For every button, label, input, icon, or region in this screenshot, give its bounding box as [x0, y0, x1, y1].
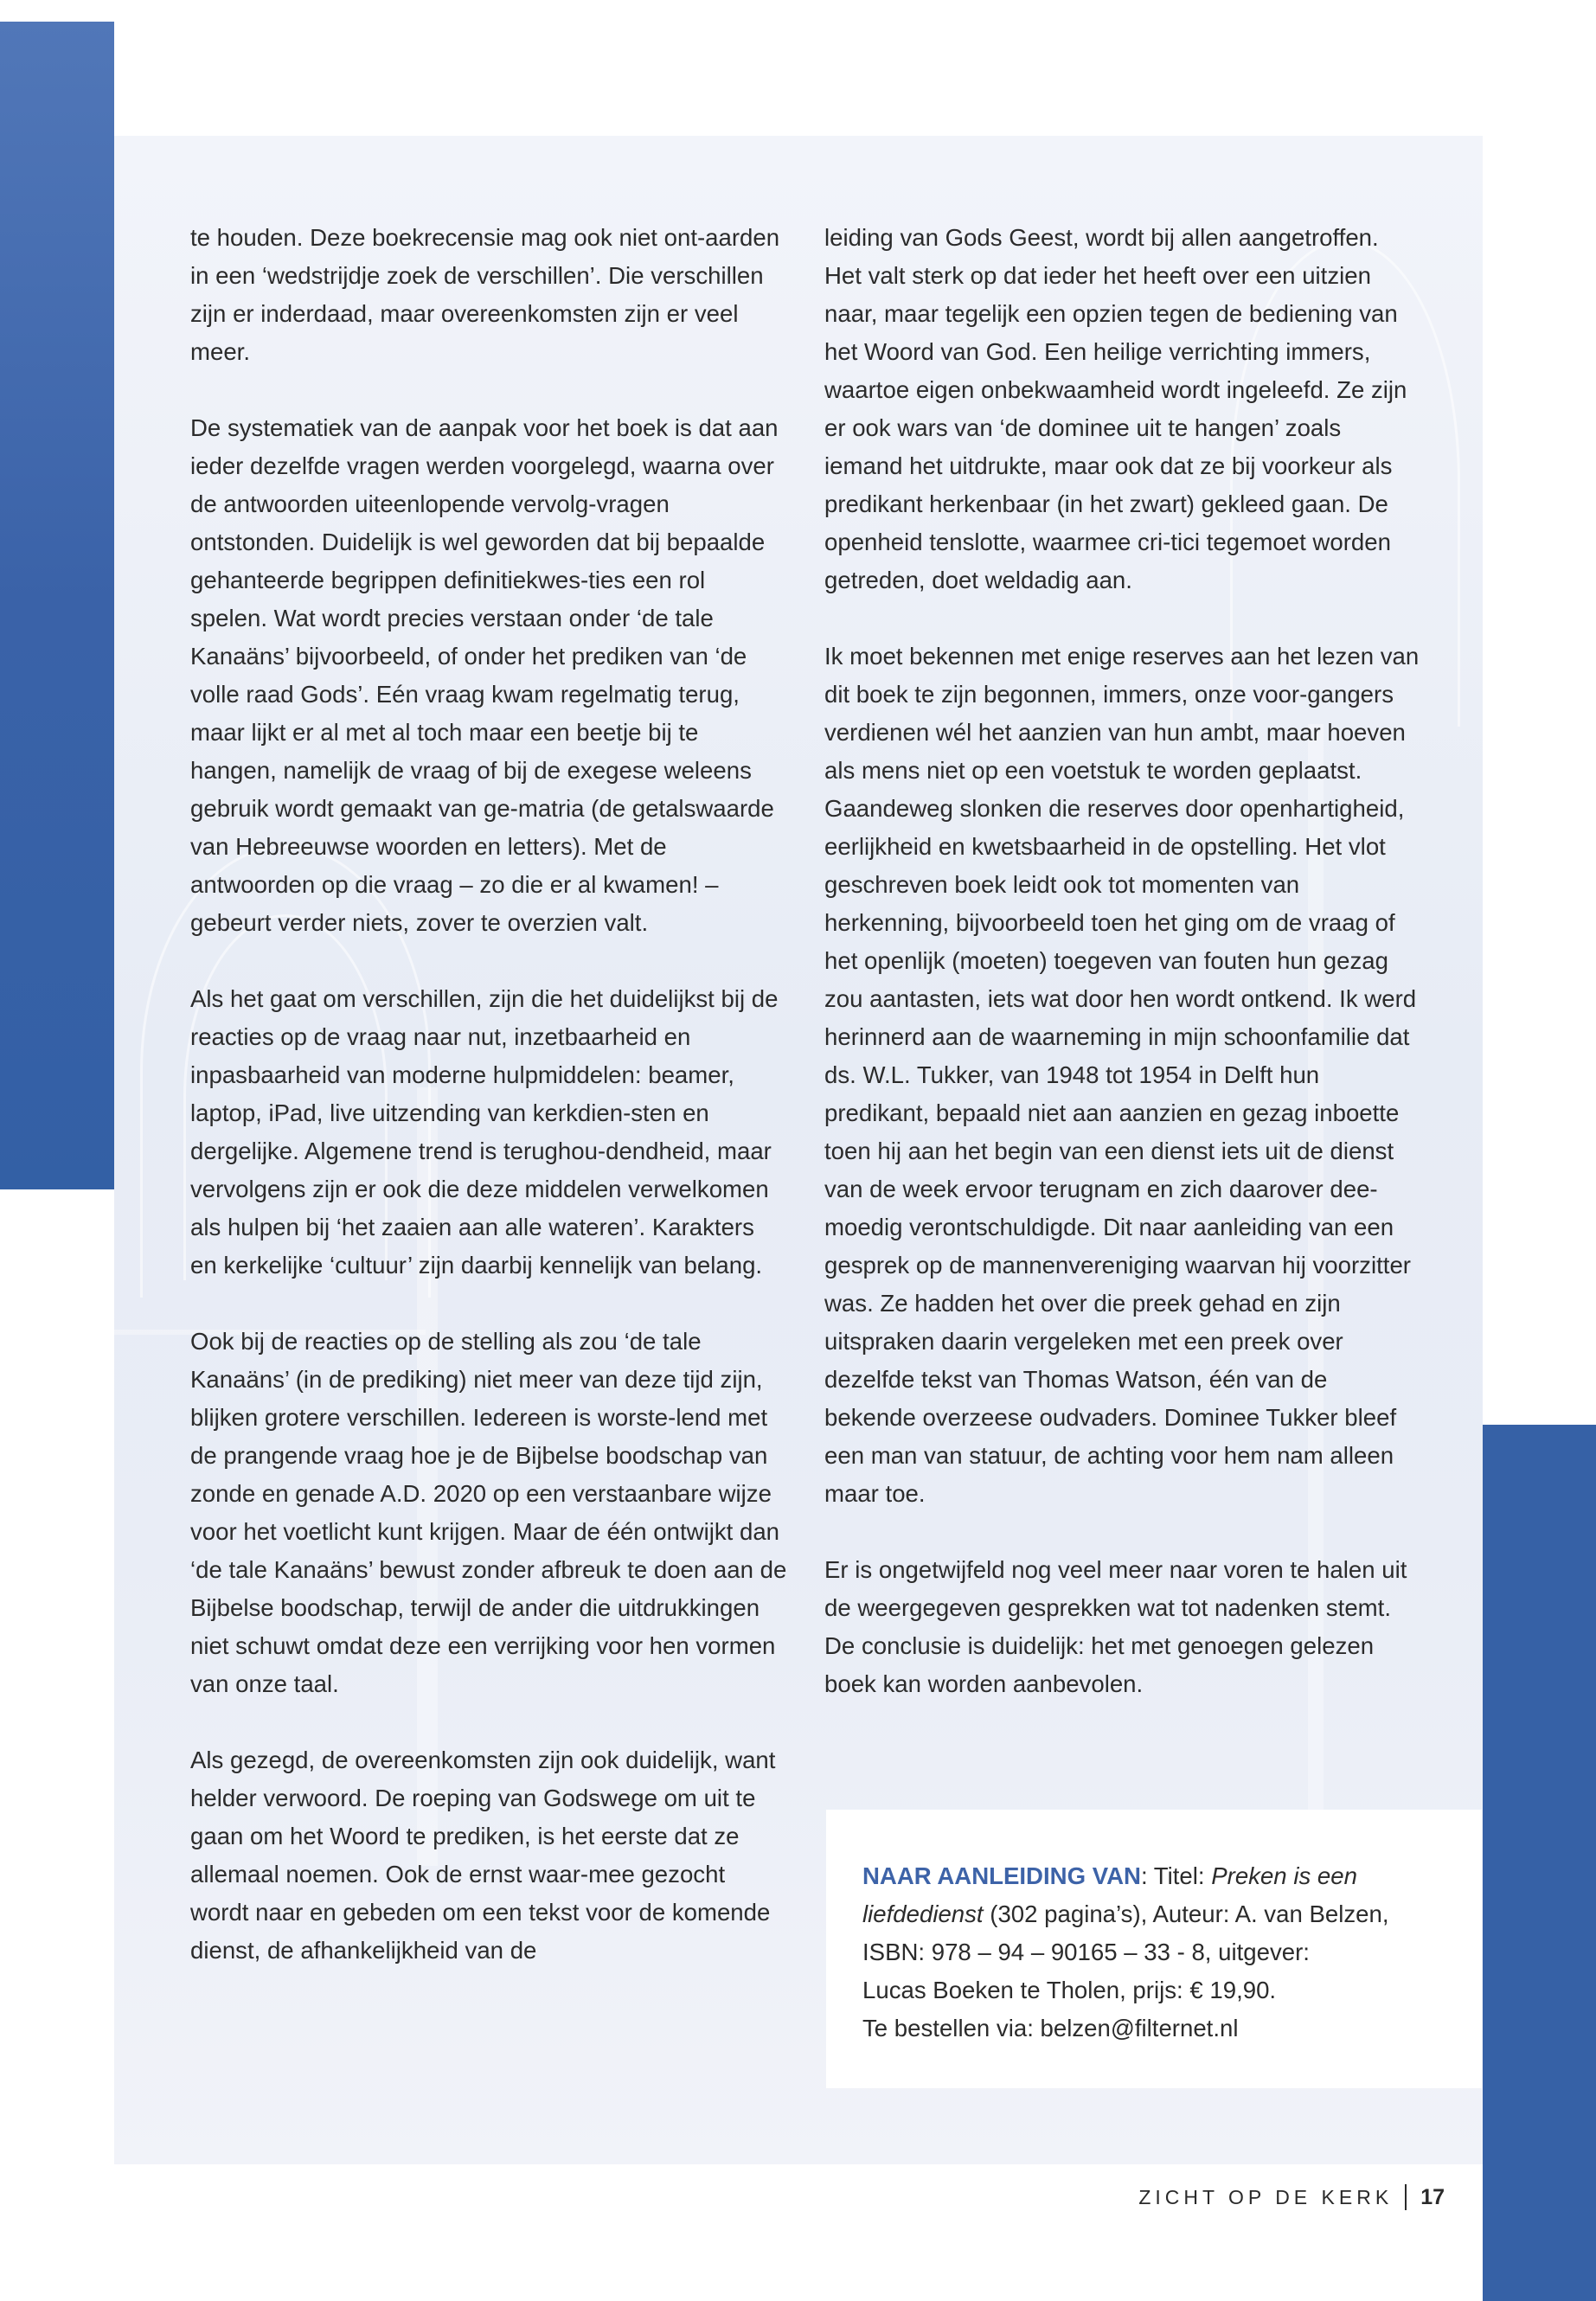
paragraph: leiding van Gods Geest, wordt bij allen aangetroffen. Het valt sterk op dat ieder het heeft over een uitzien naar, maar tegelijk een opzien tegen de bediening van het Woord van God. Een heilige verrichting immers, waartoe eigen onbekwaamheid wordt ingeleefd. Ze zijn er ook wars van ‘de dominee uit te hangen’ zoals iemand het uitdrukte, maar ook dat ze bij voorkeur als predikant herkenbaar (in het zwart) gekleed gaan. De openheid tenslotte, waarmee cri-tici tegemoet worden getreden, doet weldadig aan.: [824, 224, 1407, 593]
book-info-label: NAAR AANLEIDING VAN: [862, 1862, 1141, 1889]
left-accent-bar: [0, 22, 114, 1189]
book-title: Preken is een liefdedienst: [862, 1862, 1357, 1927]
paragraph: Ik moet bekennen met enige reserves aan het lezen van dit boek te zijn begonnen, immers, onze voor-gangers verdienen wél het aanzien van hun ambt, maar hoeven als mens niet op een voetstuk te worden geplaatst. Gaandeweg slonken die reserves door openhartigheid, eerlijkheid en kwetsbaarheid in de opstelling. Het vlot geschreven boek leidt ook tot momenten van herkenning, bijvoorbeeld toen het ging om de vraag of het openlijk (moeten) toegeven van fouten hun gezag zou aantasten, iets wat door hen wordt ontkend. Ik werd herinnerd aan de waarneming in mijn schoonfamilie dat ds. W.L. Tukker, van 1948 tot 1954 in Delft hun predikant, bepaald niet aan aanzien en gezag inboette toen hij aan het begin van een dienst iets uit de dienst van de week ervoor terugnam en zich daarover dee-moedig verontschuldigde. Dit naar aanleiding van een gesprek op de mannenvereniging waarvan hij voorzitter was. Ze hadden het over die preek gehad en zijn uitspraken daarin vergeleken met een preek over dezelfde tekst van Thomas Watson, één van de bekende overzeese oudvaders. Dominee Tukker bleef een man van statuur, de achting voor hem nam alleen maar toe.: [824, 643, 1420, 1507]
paragraph: De systematiek van de aanpak voor het boek is dat aan ieder dezelfde vragen werden voorgelegd, waarna over de antwoorden uiteenlopende vervolg-vragen ontstonden. Duidelijk is wel geworden dat bij bepaalde gehanteerde begrippen definitiekwes-ties een rol spelen. Wat wordt precies verstaan onder ‘de tale Kanaäns’ bijvoorbeeld, of onder het prediken van ‘de volle raad Gods’. Eén vraag kwam regelmatig terug, maar lijkt er al met al toch maar een beetje bij te hangen, namelijk de vraag of bij de exegese weleens gebruik wordt gemaakt van ge-matria (de getalswaarde van Hebreeuwse woorden en letters). Met de antwoorden op die vraag – zo die er al kwamen! – gebeurt verder niets, zover te overzien valt.: [190, 414, 779, 936]
right-text-column: [824, 219, 1421, 1703]
book-info-line: [862, 1857, 1445, 1933]
book-info-prefix: : Titel:: [1140, 1862, 1212, 1889]
paragraph: Ook bij de reacties op de stelling als zou ‘de tale Kanaäns’ (in de prediking) niet meer van deze tijd zijn, blijken grotere verschillen. Iedereen is worste-lend met de prangende vraag hoe je de Bijbelse boodschap van zonde en genade A.D. 2020 op een verstaanbare wijze voor het voetlicht kunt krijgen. Maar de één ontwijkt dan ‘de tale Kanaäns’ bewust zonder afbreuk te doen aan de Bijbelse boodschap, terwijl de ander die uitdrukkingen niet schuwt omdat deze een verrijking voor hen vormen van onze taal.: [190, 1328, 787, 1697]
magazine-name: ZICHT OP DE KERK: [1138, 2186, 1394, 2208]
footer-divider: [1405, 2184, 1407, 2210]
page-footer: [1138, 2183, 1445, 2211]
book-isbn: ISBN: 978 – 94 – 90165 – 33 - 8, uitgever:: [862, 1939, 1310, 1965]
paragraph: te houden. Deze boekrecensie mag ook niet ont-aarden in een ‘wedstrijdje zoek de verschillen’. Die verschillen zijn er inderdaad, maar overeenkomsten zijn er veel meer.: [190, 224, 780, 365]
right-accent-bar: [1483, 1425, 1596, 2301]
page-number: 17: [1420, 2185, 1445, 2209]
book-pages-author: (302 pagina’s), Auteur: A. van Belzen,: [983, 1900, 1389, 1927]
book-info-box: [826, 1810, 1482, 2088]
paragraph: Er is ongetwijfeld nog veel meer naar voren te halen uit de weergegeven gesprekken wat tot nadenken stemt. De conclusie is duidelijk: het met genoegen gelezen boek kan worden aanbevolen.: [824, 1556, 1407, 1697]
book-publisher: Lucas Boeken te Tholen, prijs: € 19,90.: [862, 1977, 1277, 2003]
paragraph: Als gezegd, de overeenkomsten zijn ook duidelijk, want helder verwoord. De roeping van Godswege om uit te gaan om het Woord te prediken, is het eerste dat ze allemaal noemen. Ook de ernst waar-mee gezocht wordt naar en gebeden om een tekst voor de komende dienst, de afhankelijkheid van de: [190, 1747, 776, 1964]
paragraph: Als het gaat om verschillen, zijn die het duidelijkst bij de reacties op de vraag naar nut, inzetbaarheid en inpasbaarheid van moderne hulpmiddelen: beamer, laptop, iPad, live uitzending van kerkdien-sten en dergelijke. Algemene trend is terughou-dendheid, maar vervolgens zijn er ook die deze middelen verwelkomen als hulpen bij ‘het zaaien aan alle wateren’. Karakters en kerkelijke ‘cultuur’ zijn daarbij kennelijk van belang.: [190, 985, 779, 1279]
book-order: Te bestellen via: belzen@filternet.nl: [862, 2015, 1239, 2041]
left-text-column: [190, 219, 787, 1970]
